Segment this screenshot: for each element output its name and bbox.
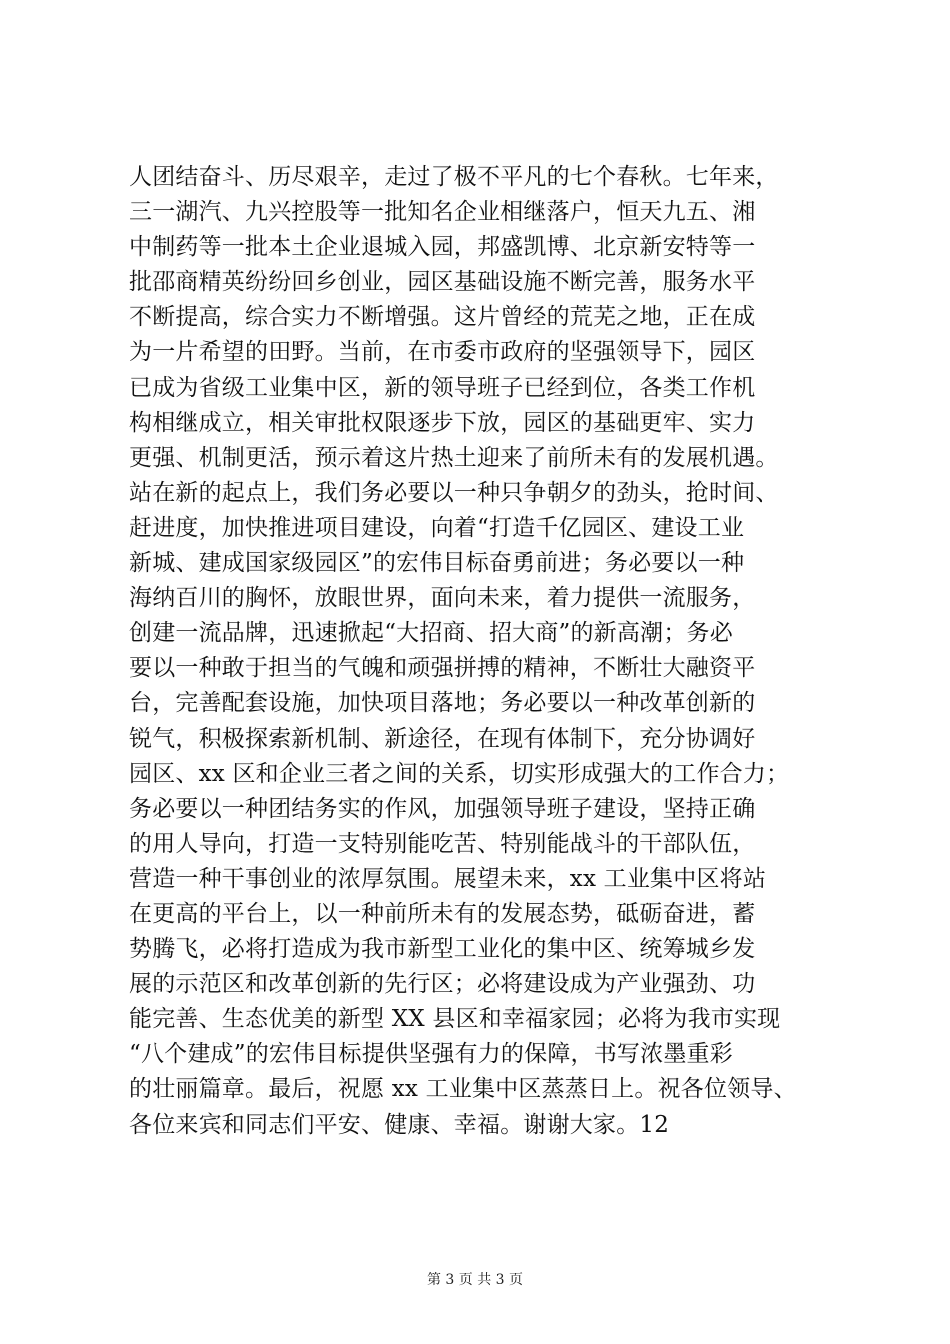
text-line: 不断提高，综合实力不断增强。这片曾经的荒芜之地，正在成 — [129, 304, 756, 331]
text-line: 新城、建成国家级园区”的宏伟目标奋勇前进；务必要以一种 — [129, 550, 745, 577]
text-line: 势腾飞，必将打造成为我市新型工业化的集中区、统筹城乡发 — [129, 936, 756, 963]
text-line: “八个建成”的宏伟目标提供坚强有力的保障，书写浓墨重彩 — [129, 1041, 733, 1068]
text-line: 人团结奋斗、历尽艰辛，走过了极不平凡的七个春秋。七年来， — [129, 164, 779, 190]
text-line: 能完善、生态优美的新型 XX 县区和幸福家园；必将为我市实现 — [129, 1006, 781, 1033]
text-line: 务必要以一种团结务实的作风，加强领导班子建设，坚持正确 — [129, 795, 756, 822]
text-line: 营造一种干事创业的浓厚氛围。展望未来，xx 工业集中区将站 — [129, 865, 767, 892]
text-line: 批邵商精英纷纷回乡创业，园区基础设施不断完善，服务水平 — [129, 269, 756, 296]
text-line: 锐气，积极探索新机制、新途径，在现有体制下，充分协调好 — [129, 725, 756, 752]
text-line: 要以一种敢于担当的气魄和顽强拼搏的精神，不断壮大融资平 — [129, 655, 756, 682]
text-line: 在更高的平台上，以一种前所未有的发展态势，砥砺奋进，蓄 — [129, 900, 756, 927]
text-line: 更强、机制更活，预示着这片热土迎来了前所未有的发展机遇。 — [129, 444, 779, 471]
text-line: 海纳百川的胸怀，放眼世界，面向未来，着力提供一流服务， — [129, 585, 756, 612]
text-line: 的用人导向，打造一支特别能吃苦、特别能战斗的干部队伍， — [129, 830, 756, 857]
page-footer: 第 3 页 共 3 页 — [426, 1272, 524, 1288]
text-line: 展的示范区和改革创新的先行区；必将建设成为产业强劲、功 — [129, 971, 756, 998]
body-paragraph — [129, 160, 829, 1143]
text-line: 中制药等一批本土企业退城入园，邦盛凯博、北京新安特等一 — [129, 234, 756, 261]
text-line: 园区、xx 区和企业三者之间的关系，切实形成强大的工作合力； — [129, 760, 790, 787]
text-line: 三一湖汽、九兴控股等一批知名企业相继落户，恒天九五、湘 — [129, 199, 756, 226]
text-line: 赶进度，加快推进项目建设，向着“打造千亿园区、建设工业 — [129, 514, 745, 541]
text-line: 各位来宾和同志们平安、健康、幸福。谢谢大家。12 — [129, 1111, 670, 1138]
text-line: 为一片希望的田野。当前，在市委市政府的坚强领导下，园区 — [129, 339, 756, 366]
text-line: 创建一流品牌，迅速掀起“大招商、招大商”的新高潮；务必 — [129, 620, 733, 647]
text-line: 的壮丽篇章。最后，祝愿 xx 工业集中区蒸蒸日上。祝各位领导、 — [129, 1076, 797, 1103]
text-line: 已成为省级工业集中区，新的领导班子已经到位，各类工作机 — [129, 374, 756, 401]
text-line: 构相继成立，相关审批权限逐步下放，园区的基础更牢、实力 — [129, 409, 756, 436]
text-line: 站在新的起点上，我们务必要以一种只争朝夕的劲头，抢时间、 — [129, 479, 779, 506]
text-line: 台，完善配套设施，加快项目落地；务必要以一种改革创新的 — [129, 690, 756, 717]
